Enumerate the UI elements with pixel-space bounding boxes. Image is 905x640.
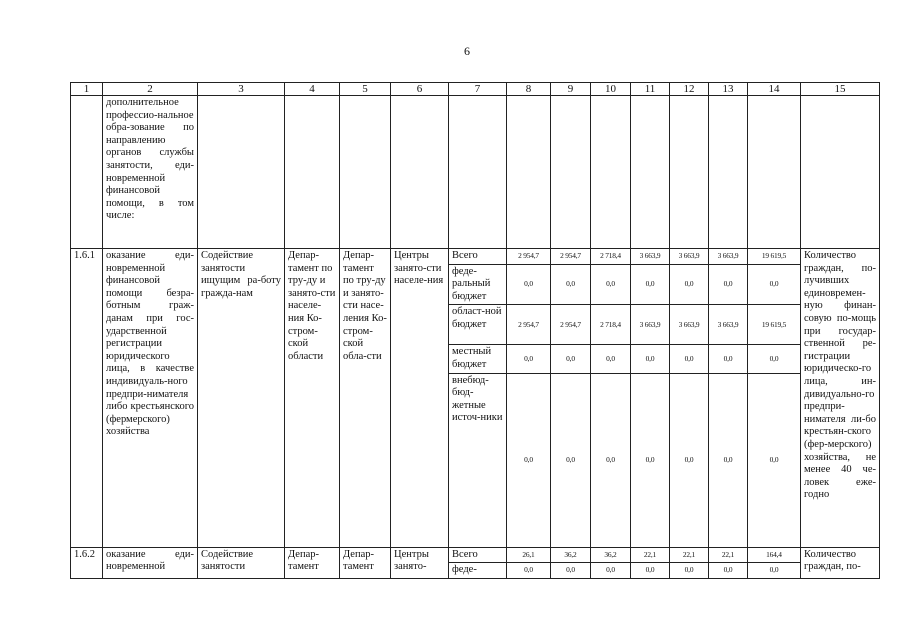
total-cell: 0,0	[748, 345, 801, 373]
activity-description: оказание еди-новременной финансовой помощи безра-ботным граж-данам при гос-ударственной регистрации юридического лица, в качестве индивидуаль-ного предпри-нимателя либо крестьянского (фермерского) хозяйства	[103, 249, 198, 548]
value-cell: 0,0	[709, 345, 748, 373]
header-cell: 5	[340, 83, 391, 96]
value-cell: 36,2	[551, 547, 591, 563]
value-cell: 0,0	[670, 345, 709, 373]
header-cell: 15	[801, 83, 880, 96]
responsible-executor: Депар-тамент	[285, 547, 340, 578]
header-cell: 6	[391, 83, 449, 96]
value-cell: 0,0	[670, 563, 709, 579]
row-number: 1.6.1	[71, 249, 103, 548]
value-cell: 3 663,9	[631, 305, 670, 345]
activity-description: дополнительное профессио-нальное обра-зование по направлению органов службы занятости, еди-новременной финансовой помощи, в том числе:	[103, 96, 198, 249]
participant: Центры занято-	[391, 547, 449, 578]
value-cell: 3 663,9	[631, 249, 670, 265]
value-cell: 0,0	[591, 345, 631, 373]
value-cell: 0,0	[591, 264, 631, 305]
value-cell: 3 663,9	[670, 305, 709, 345]
header-cell: 2	[103, 83, 198, 96]
value-cell: 3 663,9	[709, 305, 748, 345]
value-cell: 2 718,4	[591, 249, 631, 265]
budget-table	[70, 82, 880, 579]
total-cell: 19 619,5	[748, 249, 801, 265]
header-cell: 13	[709, 83, 748, 96]
header-cell: 1	[71, 83, 103, 96]
value-cell: 22,1	[709, 547, 748, 563]
value-cell: 0,0	[631, 563, 670, 579]
value-cell: 0,0	[551, 264, 591, 305]
source-label: феде-ральный бюджет	[449, 264, 507, 305]
row-number: 1.6.2	[71, 547, 103, 578]
value-cell: 26,1	[507, 547, 551, 563]
header-cell: 8	[507, 83, 551, 96]
value-cell: 0,0	[551, 373, 591, 547]
source-label: област-ной бюджет	[449, 305, 507, 345]
header-cell: 4	[285, 83, 340, 96]
program-goal: Содействие занятости ищущим ра-боту гражда-нам	[198, 249, 285, 548]
header-cell: 11	[631, 83, 670, 96]
header-cell: 14	[748, 83, 801, 96]
value-cell: 22,1	[631, 547, 670, 563]
co-executor: Депар-тамент	[340, 547, 391, 578]
table-row	[71, 547, 880, 563]
value-cell: 0,0	[591, 373, 631, 547]
co-executor: Депар-тамент по тру-ду и занято-сти насе-ления Ко-стром-ской обла-сти	[340, 249, 391, 548]
source-label: Всего	[449, 249, 507, 265]
value-cell: 2 718,4	[591, 305, 631, 345]
page-number: 6	[464, 44, 470, 58]
total-cell: 164,4	[748, 547, 801, 563]
value-cell: 2 954,7	[507, 305, 551, 345]
continuation-row	[71, 96, 880, 249]
participant: Центры занято-сти населе-ния	[391, 249, 449, 548]
value-cell: 3 663,9	[709, 249, 748, 265]
value-cell: 0,0	[709, 373, 748, 547]
value-cell: 0,0	[551, 345, 591, 373]
value-cell: 0,0	[507, 373, 551, 547]
header-cell: 3	[198, 83, 285, 96]
activity-description: оказание еди-новременной	[103, 547, 198, 578]
header-cell: 12	[670, 83, 709, 96]
indicator-text: Количество граждан, по-лучивших единовремен-ную финан-совую по-мощь при государ-ственной ре-гистрации юридическо-го лица, ин-дивидуально-го предпри-нимателя ли-бо крестьян-ского (фер-мерского) хозяйства, не менее 40 че-ловек еже-годно	[801, 249, 880, 548]
value-cell: 0,0	[507, 264, 551, 305]
value-cell: 22,1	[670, 547, 709, 563]
value-cell: 2 954,7	[551, 305, 591, 345]
source-label: внебюд-бюд-жетные источ-ники	[449, 373, 507, 547]
value-cell: 36,2	[591, 547, 631, 563]
value-cell: 2 954,7	[551, 249, 591, 265]
value-cell: 0,0	[591, 563, 631, 579]
value-cell: 0,0	[551, 563, 591, 579]
value-cell: 0,0	[631, 345, 670, 373]
responsible-executor: Депар-тамент по тру-ду и занято-сти населе-ния Ко-стром-ской области	[285, 249, 340, 548]
total-cell: 0,0	[748, 563, 801, 579]
header-row	[71, 83, 880, 96]
total-cell: 0,0	[748, 264, 801, 305]
header-cell: 9	[551, 83, 591, 96]
header-cell: 10	[591, 83, 631, 96]
program-goal: Содействие занятости	[198, 547, 285, 578]
value-cell: 3 663,9	[670, 249, 709, 265]
source-label: феде-	[449, 563, 507, 579]
source-label: Всего	[449, 547, 507, 563]
value-cell: 2 954,7	[507, 249, 551, 265]
total-cell: 0,0	[748, 373, 801, 547]
total-cell: 19 619,5	[748, 305, 801, 345]
source-label: местный бюджет	[449, 345, 507, 373]
value-cell: 0,0	[709, 563, 748, 579]
value-cell: 0,0	[670, 373, 709, 547]
value-cell: 0,0	[670, 264, 709, 305]
table-row	[71, 249, 880, 265]
indicator-text: Количество граждан, по-	[801, 547, 880, 578]
value-cell: 0,0	[631, 264, 670, 305]
value-cell: 0,0	[507, 345, 551, 373]
value-cell: 0,0	[507, 563, 551, 579]
value-cell: 0,0	[631, 373, 670, 547]
value-cell: 0,0	[709, 264, 748, 305]
header-cell: 7	[449, 83, 507, 96]
